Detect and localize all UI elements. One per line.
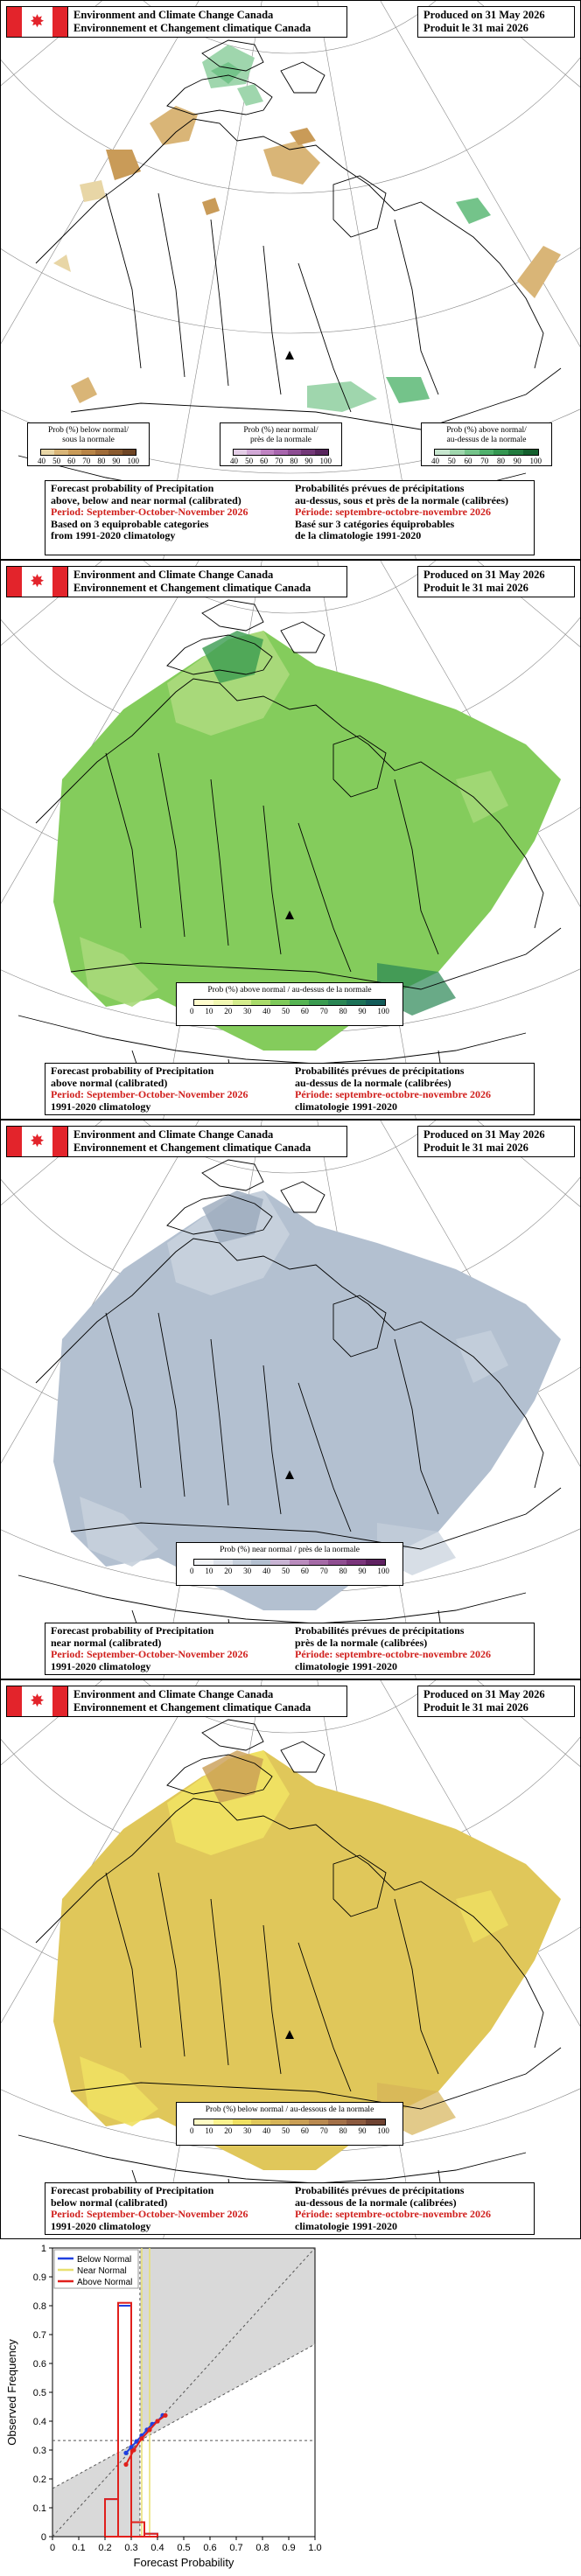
color-bar-swatch: [54, 450, 67, 455]
color-bar-swatch: [366, 2119, 385, 2125]
color-bar-tick: 100: [319, 457, 332, 465]
data-point: [123, 2451, 128, 2455]
info-box: [45, 1063, 535, 1115]
legend-label: Prob (%) above normal/ au-dessus de la normale: [446, 426, 527, 444]
color-bar-swatch: [301, 450, 314, 455]
info-line: Forecast probability of Precipitation: [51, 1624, 214, 1637]
x-tick-label: 0.7: [229, 2543, 243, 2553]
map-panel-near-normal: [0, 1120, 581, 1679]
produced-fr: Produit le 31 mai 2026: [424, 22, 528, 34]
map-panel-below-normal: [0, 1679, 581, 2239]
produced-en: Produced on 31 May 2026: [424, 1128, 545, 1141]
reliability-diagram: [0, 2239, 581, 2572]
produced-fr: Produit le 31 mai 2026: [424, 582, 528, 594]
color-bar-swatch: [315, 450, 328, 455]
org-fr: Environnement et Changement climatique Canada: [74, 582, 312, 594]
color-bar-swatch: [214, 1000, 233, 1005]
color-bar-swatch: [247, 450, 260, 455]
info-line: above, below and near normal (calibrated): [51, 493, 242, 506]
color-bar-ticks: [190, 1567, 389, 1575]
y-tick-label: 0.8: [32, 2301, 46, 2312]
data-point: [163, 2413, 167, 2418]
org-fr: Environnement et Changement climatique Canada: [74, 22, 312, 34]
info-line: climatologie 1991-2020: [295, 2219, 397, 2232]
color-bar-tick: 0: [190, 2126, 194, 2135]
color-bar-tick: 40: [262, 2126, 271, 2135]
color-bar-swatch: [261, 450, 274, 455]
legend: [176, 2102, 403, 2146]
color-bar-tick: 90: [358, 2126, 367, 2135]
maple-leaf-icon: ✸: [22, 567, 52, 597]
color-bar-tick: 90: [304, 457, 313, 465]
color-bar-tick: 70: [319, 1567, 328, 1575]
color-bar-tick: 80: [497, 457, 505, 465]
color-bar-swatch: [309, 1560, 328, 1565]
color-bar-tick: 60: [300, 2126, 309, 2135]
legend-label: Prob (%) below normal / au-dessous de la normale: [205, 2105, 374, 2114]
data-point: [139, 2436, 144, 2440]
y-tick-label: 0.5: [32, 2388, 46, 2398]
color-bar-ticks: [190, 2126, 389, 2135]
y-tick-label: 1: [40, 2244, 46, 2254]
color-bar-swatch: [465, 450, 480, 455]
reliability-chart: [0, 2239, 581, 2572]
color-bar-swatch: [309, 1000, 328, 1005]
info-line: au-dessous de la normale (calibrées): [295, 2196, 457, 2209]
color-bar-swatch: [251, 1000, 270, 1005]
color-bar-tick: 40: [38, 457, 46, 465]
produced-en: Produced on 31 May 2026: [424, 9, 545, 21]
color-bar-tick: 40: [262, 1007, 271, 1016]
color-bar-swatch: [480, 450, 494, 455]
produced-fr: Produit le 31 mai 2026: [424, 1701, 528, 1714]
info-line: Forecast probability of Precipitation: [51, 2184, 214, 2196]
color-bar-tick: 80: [339, 1007, 347, 1016]
period-line: Période: septembre-octobre-novembre 2026: [295, 506, 491, 518]
color-bar-tick: 80: [339, 1567, 347, 1575]
info-line: près de la normale (calibrées): [295, 1636, 428, 1649]
info-english: [46, 481, 290, 555]
period-line: Period: September-October-November 2026: [51, 1648, 248, 1660]
histogram-bar-above: [144, 2534, 158, 2537]
legend-label: Prob (%) above normal / au-dessus de la normale: [207, 986, 372, 995]
produced-en: Produced on 31 May 2026: [424, 569, 545, 581]
info-line: Probabilités prévues de précipitations: [295, 1065, 465, 1077]
color-bar-tick: 60: [300, 1007, 309, 1016]
color-bar: [193, 999, 386, 1006]
y-tick-label: 0: [40, 2532, 46, 2543]
map-canvas: [1, 561, 581, 1120]
color-bar-tick: 20: [224, 2126, 233, 2135]
y-tick-label: 0.1: [32, 2503, 46, 2514]
info-line: Based on 3 equiprobable categories: [51, 517, 209, 530]
color-bar-swatch: [214, 2119, 233, 2125]
info-line: au-dessus, sous et près de la normale (calibrées): [295, 493, 508, 506]
color-bar: [233, 449, 329, 456]
info-english: [46, 1623, 290, 1674]
color-bar-tick: 70: [319, 2126, 328, 2135]
info-line: Forecast probability of Precipitation: [51, 482, 214, 494]
color-bar-swatch: [233, 1000, 252, 1005]
data-point: [123, 2462, 128, 2467]
legend-0: [27, 422, 150, 466]
color-bar-tick: 60: [67, 457, 76, 465]
color-bar-tick: 90: [112, 457, 121, 465]
info-line: Probabilités prévues de précipitations: [295, 2184, 465, 2196]
data-point: [131, 2447, 136, 2452]
color-bar-swatch: [290, 1560, 309, 1565]
color-bar-tick: 50: [245, 457, 254, 465]
color-bar-tick: 70: [480, 457, 489, 465]
org-en: Environment and Climate Change Canada: [74, 569, 274, 581]
color-bar-swatch: [290, 2119, 309, 2125]
color-bar-swatch: [435, 450, 450, 455]
color-bar-swatch: [270, 1560, 290, 1565]
y-tick-label: 0.6: [32, 2359, 46, 2370]
color-bar-tick: 20: [224, 1007, 233, 1016]
maple-leaf-icon: ✸: [22, 1686, 52, 1716]
color-bar: [40, 449, 136, 456]
color-bar-swatch: [523, 450, 538, 455]
x-tick-label: 1.0: [308, 2543, 322, 2553]
color-bar-tick: 100: [377, 2126, 389, 2135]
info-line: 1991-2020 climatology: [51, 1659, 151, 1672]
color-bar: [434, 449, 539, 456]
color-bar-ticks: [190, 1007, 389, 1016]
info-line: near normal (calibrated): [51, 1636, 162, 1649]
color-bar-tick: 80: [339, 2126, 347, 2135]
org-en: Environment and Climate Change Canada: [74, 1128, 274, 1141]
legend-1: [220, 422, 342, 466]
y-tick-label: 0.2: [32, 2475, 46, 2485]
color-bar-swatch: [233, 2119, 252, 2125]
info-line: Probabilités prévues de précipitations: [295, 1624, 465, 1637]
color-bar-tick: 70: [82, 457, 91, 465]
info-french: [290, 1623, 534, 1674]
color-bar-swatch: [251, 2119, 270, 2125]
color-bar-tick: 100: [377, 1007, 389, 1016]
info-line: Probabilités prévues de précipitations: [295, 482, 465, 494]
map-canvas: [1, 1120, 581, 1679]
color-bar-tick: 70: [319, 1007, 328, 1016]
color-bar-swatch: [346, 1560, 366, 1565]
color-bar-tick: 0: [190, 1007, 194, 1016]
color-bar-tick: 40: [262, 1567, 271, 1575]
info-box: [45, 480, 535, 555]
period-line: Period: September-October-November 2026: [51, 506, 248, 518]
map-panel-all-categories: [0, 0, 581, 560]
map-panel-above-normal: [0, 560, 581, 1120]
color-bar-swatch: [194, 2119, 214, 2125]
x-tick-label: 0.8: [256, 2543, 270, 2553]
color-bar-tick: 40: [431, 457, 439, 465]
x-tick-label: 0.3: [124, 2543, 138, 2553]
legend: [176, 982, 403, 1026]
color-bar: [193, 1559, 386, 1566]
color-bar-swatch: [450, 450, 465, 455]
legend-label: Prob (%) near normal / près de la normale: [220, 1546, 360, 1554]
info-box: [45, 1623, 535, 1675]
color-bar-swatch: [346, 1000, 366, 1005]
color-bar-swatch: [366, 1560, 385, 1565]
info-line: 1991-2020 climatology: [51, 1100, 151, 1113]
info-line: climatologie 1991-2020: [295, 1100, 397, 1113]
color-bar-tick: 60: [260, 457, 269, 465]
info-line: Forecast probability of Precipitation: [51, 1065, 214, 1077]
color-bar-swatch: [233, 1560, 252, 1565]
produced-en: Produced on 31 May 2026: [424, 1688, 545, 1700]
period-line: Period: September-October-November 2026: [51, 1088, 248, 1100]
period-line: Période: septembre-octobre-novembre 2026: [295, 2208, 491, 2220]
color-bar-tick: 100: [127, 457, 139, 465]
info-french: [290, 481, 534, 555]
color-bar-swatch: [494, 450, 508, 455]
color-bar-swatch: [270, 2119, 290, 2125]
header-box: [6, 1686, 347, 1717]
color-bar-tick: 30: [243, 1007, 252, 1016]
color-bar-tick: 90: [358, 1567, 367, 1575]
color-bar-tick: 40: [230, 457, 238, 465]
color-bar-swatch: [194, 1560, 214, 1565]
map-canvas: [1, 1, 581, 560]
color-bar-swatch: [508, 450, 523, 455]
legend-entry: Near Normal: [77, 2266, 127, 2276]
y-tick-label: 0.9: [32, 2272, 46, 2283]
x-tick-label: 0.4: [150, 2543, 164, 2553]
color-bar-tick: 100: [377, 1567, 389, 1575]
x-tick-label: 0.9: [282, 2543, 296, 2553]
info-line: from 1991-2020 climatology: [51, 529, 176, 541]
data-point: [147, 2427, 151, 2432]
x-tick-label: 0.6: [203, 2543, 217, 2553]
x-axis-label: Forecast Probability: [133, 2556, 234, 2569]
color-bar-tick: 30: [243, 1567, 252, 1575]
legend-entry: Below Normal: [77, 2255, 132, 2265]
color-bar-swatch: [290, 1000, 309, 1005]
org-fr: Environnement et Changement climatique Canada: [74, 1701, 312, 1714]
period-line: Période: septembre-octobre-novembre 2026: [295, 1088, 491, 1100]
color-bar: [193, 2119, 386, 2126]
info-line: au-dessus de la normale (calibrées): [295, 1076, 452, 1089]
org-en: Environment and Climate Change Canada: [74, 9, 274, 21]
color-bar-swatch: [68, 450, 81, 455]
produced-box: [417, 6, 575, 38]
color-bar-swatch: [122, 450, 136, 455]
color-bar-ticks: [230, 457, 332, 465]
color-bar-tick: 10: [205, 2126, 214, 2135]
canada-flag: [7, 1686, 68, 1716]
color-bar-tick: 60: [300, 1567, 309, 1575]
org-en: Environment and Climate Change Canada: [74, 1688, 274, 1700]
produced-box: [417, 1126, 575, 1157]
color-bar-tick: 20: [224, 1567, 233, 1575]
color-bar-tick: 50: [447, 457, 456, 465]
color-bar-ticks: [38, 457, 139, 465]
color-bar-swatch: [328, 1000, 347, 1005]
color-bar-tick: 80: [290, 457, 298, 465]
header-box: [6, 1126, 347, 1157]
produced-box: [417, 1686, 575, 1717]
color-bar-tick: 50: [281, 1007, 290, 1016]
info-line: climatologie 1991-2020: [295, 1659, 397, 1672]
color-bar-swatch: [234, 450, 247, 455]
color-bar-swatch: [366, 1000, 385, 1005]
color-bar-tick: 50: [52, 457, 61, 465]
canada-flag: [7, 567, 68, 597]
color-bar-swatch: [288, 450, 301, 455]
info-line: Basé sur 3 catégories équiprobables: [295, 517, 455, 530]
legend-label: Prob (%) near normal/ près de la normale: [243, 426, 318, 444]
color-bar-swatch: [328, 2119, 347, 2125]
period-line: Period: September-October-November 2026: [51, 2208, 248, 2220]
color-bar-swatch: [108, 450, 122, 455]
y-tick-label: 0.7: [32, 2330, 46, 2341]
info-french: [290, 2183, 534, 2234]
map-canvas: [1, 1680, 581, 2239]
info-line: 1991-2020 climatology: [51, 2219, 151, 2232]
color-bar-tick: 0: [190, 1567, 194, 1575]
info-english: [46, 1064, 290, 1114]
color-bar-ticks: [431, 457, 542, 465]
y-tick-label: 0.4: [32, 2417, 46, 2427]
color-bar-tick: 100: [529, 457, 542, 465]
produced-box: [417, 566, 575, 597]
color-bar-tick: 50: [281, 2126, 290, 2135]
color-bar-tick: 30: [243, 2126, 252, 2135]
maple-leaf-icon: ✸: [22, 1127, 52, 1156]
produced-fr: Produit le 31 mai 2026: [424, 1141, 528, 1154]
color-bar-tick: 80: [97, 457, 106, 465]
period-line: Période: septembre-octobre-novembre 2026: [295, 1648, 491, 1660]
legend-2: [421, 422, 552, 466]
x-tick-label: 0.2: [98, 2543, 112, 2553]
color-bar-tick: 60: [464, 457, 472, 465]
x-tick-label: 0.1: [72, 2543, 86, 2553]
legend-label: Prob (%) below normal/ sous la normale: [47, 426, 130, 444]
canada-flag: [7, 7, 68, 37]
info-line: de la climatologie 1991-2020: [295, 529, 422, 541]
header-box: [6, 6, 347, 38]
color-bar-tick: 70: [275, 457, 284, 465]
maple-leaf-icon: ✸: [22, 7, 52, 37]
color-bar-tick: 10: [205, 1567, 214, 1575]
color-bar-swatch: [251, 1560, 270, 1565]
color-bar-tick: 90: [358, 1007, 367, 1016]
info-box: [45, 2182, 535, 2235]
color-bar-swatch: [309, 2119, 328, 2125]
color-bar-swatch: [81, 450, 94, 455]
legend-entry: Above Normal: [77, 2278, 133, 2287]
info-line: below normal (calibrated): [51, 2196, 168, 2209]
color-bar-swatch: [214, 1560, 233, 1565]
color-bar-swatch: [346, 2119, 366, 2125]
y-tick-label: 0.3: [32, 2446, 46, 2456]
x-tick-label: 0: [49, 2543, 56, 2553]
color-bar-swatch: [95, 450, 108, 455]
info-english: [46, 2183, 290, 2234]
color-bar-tick: 90: [513, 457, 522, 465]
color-bar-tick: 50: [281, 1567, 290, 1575]
color-bar-swatch: [41, 450, 54, 455]
y-axis-label: Observed Frequency: [5, 2339, 18, 2446]
canada-flag: [7, 1127, 68, 1156]
info-french: [290, 1064, 534, 1114]
header-box: [6, 566, 347, 597]
info-line: above normal (calibrated): [51, 1076, 168, 1089]
color-bar-swatch: [328, 1560, 347, 1565]
color-bar-swatch: [270, 1000, 290, 1005]
color-bar-swatch: [194, 1000, 214, 1005]
legend: [176, 1542, 403, 1586]
x-tick-label: 0.5: [177, 2543, 191, 2553]
data-point: [155, 2419, 159, 2423]
color-bar-tick: 10: [205, 1007, 214, 1016]
org-fr: Environnement et Changement climatique Canada: [74, 1141, 312, 1154]
color-bar-swatch: [274, 450, 287, 455]
